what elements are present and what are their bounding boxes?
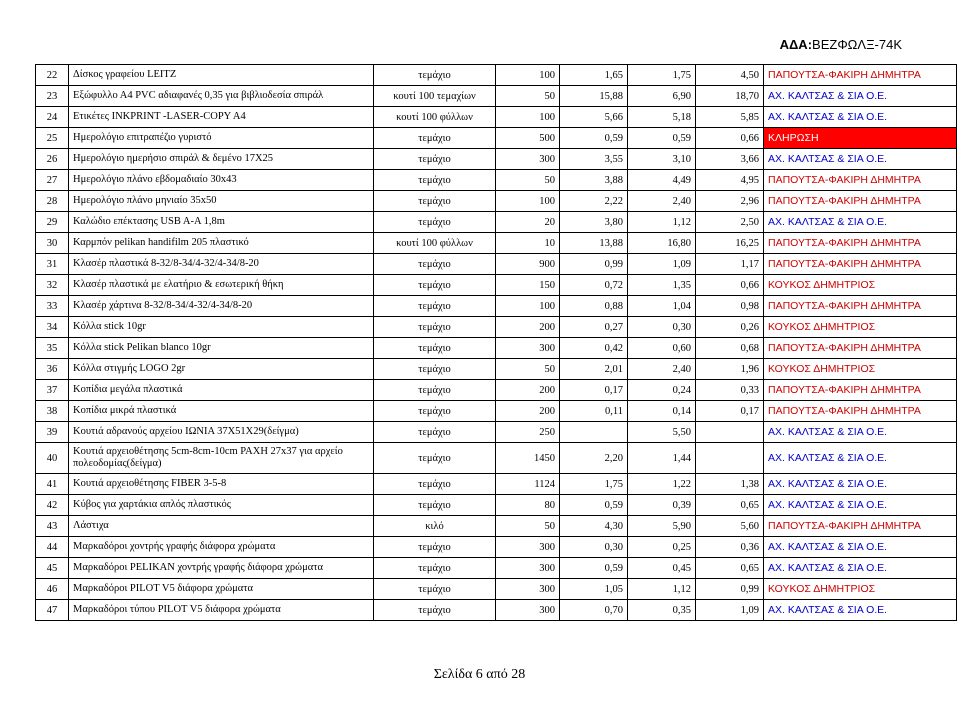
item-price-2: 0,30 [628,317,696,338]
item-supplier: ΠΑΠΟΥΤΣΑ-ΦΑΚΙΡΗ ΔΗΜΗΤΡΑ [764,516,957,537]
item-price-3: 0,66 [696,275,764,296]
item-quantity: 10 [496,233,560,254]
item-supplier: ΑΧ. ΚΑΛΤΣΑΣ & ΣΙΑ Ο.Ε. [764,107,957,128]
item-quantity: 200 [496,317,560,338]
item-price-2: 1,12 [628,212,696,233]
item-price-3: 5,60 [696,516,764,537]
item-price-3: 0,98 [696,296,764,317]
item-number: 23 [36,86,69,107]
item-price-3: 0,33 [696,380,764,401]
item-price-1: 0,59 [560,495,628,516]
item-price-1: 2,20 [560,443,628,474]
item-quantity: 300 [496,338,560,359]
item-quantity: 1450 [496,443,560,474]
item-price-2: 0,39 [628,495,696,516]
item-price-3: 18,70 [696,86,764,107]
item-quantity: 20 [496,212,560,233]
item-quantity: 300 [496,579,560,600]
item-price-3: 2,50 [696,212,764,233]
item-unit: τεμάχιο [374,380,496,401]
item-price-1: 0,27 [560,317,628,338]
item-price-3: 1,17 [696,254,764,275]
item-price-2: 1,09 [628,254,696,275]
item-price-3 [696,443,764,474]
item-description: Καρμπόν pelikan handifilm 205 πλαστικό [69,233,374,254]
item-price-1: 13,88 [560,233,628,254]
item-description: Κόλλα στιγμής LOGO 2gr [69,359,374,380]
table-row [36,212,957,233]
table-row [36,86,957,107]
item-unit: κουτί 100 τεμαχίων [374,86,496,107]
ada-prefix: ΑΔΑ: [779,37,813,52]
item-price-3: 1,38 [696,474,764,495]
item-price-1: 1,65 [560,65,628,86]
table-row [36,233,957,254]
item-number: 40 [36,443,69,474]
item-quantity: 200 [496,401,560,422]
item-supplier: ΠΑΠΟΥΤΣΑ-ΦΑΚΙΡΗ ΔΗΜΗΤΡΑ [764,254,957,275]
item-price-2: 1,22 [628,474,696,495]
item-supplier: ΠΑΠΟΥΤΣΑ-ΦΑΚΙΡΗ ΔΗΜΗΤΡΑ [764,380,957,401]
item-number: 33 [36,296,69,317]
item-price-3: 4,50 [696,65,764,86]
table-row [36,380,957,401]
item-supplier: ΑΧ. ΚΑΛΤΣΑΣ & ΣΙΑ Ο.Ε. [764,212,957,233]
item-price-3: 1,96 [696,359,764,380]
item-description: Κλασέρ πλαστικά 8-32/8-34/4-32/4-34/8-20 [69,254,374,275]
table-row [36,128,957,149]
item-supplier: ΑΧ. ΚΑΛΤΣΑΣ & ΣΙΑ Ο.Ε. [764,443,957,474]
items-table [35,64,957,621]
item-description: Κόλλα stick 10gr [69,317,374,338]
item-price-3: 5,85 [696,107,764,128]
item-price-3: 2,96 [696,191,764,212]
item-supplier: ΑΧ. ΚΑΛΤΣΑΣ & ΣΙΑ Ο.Ε. [764,600,957,621]
item-number: 25 [36,128,69,149]
item-description: Κλασέρ πλαστικά με ελατήριο & εσωτερική θήκη [69,275,374,296]
item-price-2: 2,40 [628,359,696,380]
item-description: Ημερολόγιο πλάνο εβδομαδιαίο 30x43 [69,170,374,191]
item-number: 35 [36,338,69,359]
item-number: 46 [36,579,69,600]
item-description: Κύβος για χαρτάκια απλός πλαστικός [69,495,374,516]
item-price-1: 0,59 [560,558,628,579]
item-number: 43 [36,516,69,537]
item-price-3: 0,66 [696,128,764,149]
item-quantity: 200 [496,380,560,401]
table-row [36,275,957,296]
item-price-1: 2,01 [560,359,628,380]
item-description: Κοπίδια μικρά πλαστικά [69,401,374,422]
item-unit: τεμάχιο [374,212,496,233]
item-quantity: 100 [496,296,560,317]
table-row [36,516,957,537]
item-description: Κοπίδια μεγάλα πλαστικά [69,380,374,401]
item-price-2: 1,35 [628,275,696,296]
item-price-1: 0,17 [560,380,628,401]
item-price-3 [696,422,764,443]
item-supplier: ΑΧ. ΚΑΛΤΣΑΣ & ΣΙΑ Ο.Ε. [764,537,957,558]
table-row [36,107,957,128]
item-price-3: 1,09 [696,600,764,621]
item-unit: τεμάχιο [374,579,496,600]
item-description: Κουτιά αδρανούς αρχείου ΙΩΝΙΑ 37Χ51Χ29(δείγμα) [69,422,374,443]
item-price-3: 0,65 [696,495,764,516]
table-row [36,296,957,317]
item-unit: τεμάχιο [374,170,496,191]
item-price-2: 1,12 [628,579,696,600]
item-unit: τεμάχιο [374,474,496,495]
ada-header [780,37,902,52]
item-description: Κουτιά αρχειοθέτησης 5cm-8cm-10cm ΡΑΧΗ 27x37 για αρχείο πολεοδομίας(δείγμα) [69,443,374,474]
item-price-1: 0,11 [560,401,628,422]
item-price-1: 4,30 [560,516,628,537]
item-description: Μαρκαδόροι PELIKAN χοντρής γραφής διάφορα χρώματα [69,558,374,579]
item-description: Ημερολόγιο πλάνο μηνιαίο 35x50 [69,191,374,212]
item-unit: τεμάχιο [374,275,496,296]
item-price-3: 0,99 [696,579,764,600]
item-quantity: 300 [496,600,560,621]
item-unit: τεμάχιο [374,317,496,338]
item-description: Εξώφυλλο Α4 PVC αδιαφανές 0,35 για βιβλιοδεσία σπιράλ [69,86,374,107]
item-unit: τεμάχιο [374,422,496,443]
item-supplier: ΑΧ. ΚΑΛΤΣΑΣ & ΣΙΑ Ο.Ε. [764,86,957,107]
item-supplier: ΠΑΠΟΥΤΣΑ-ΦΑΚΙΡΗ ΔΗΜΗΤΡΑ [764,338,957,359]
table-row [36,338,957,359]
item-description: Κόλλα stick Pelikan blanco 10gr [69,338,374,359]
item-unit: κουτί 100 φύλλων [374,233,496,254]
item-quantity: 250 [496,422,560,443]
item-description: Ημερολόγιο επιτραπέζιο γυριστό [69,128,374,149]
item-supplier: ΚΟΥΚΟΣ ΔΗΜΗΤΡΙΟΣ [764,579,957,600]
item-supplier: ΚΟΥΚΟΣ ΔΗΜΗΤΡΙΟΣ [764,275,957,296]
item-unit: τεμάχιο [374,128,496,149]
item-description: Δίσκος γραφείου LEITZ [69,65,374,86]
table-row [36,65,957,86]
item-quantity: 80 [496,495,560,516]
item-supplier: ΑΧ. ΚΑΛΤΣΑΣ & ΣΙΑ Ο.Ε. [764,495,957,516]
item-description: Καλώδιο επέκτασης USB A-A 1,8m [69,212,374,233]
item-price-1: 15,88 [560,86,628,107]
item-price-1: 0,42 [560,338,628,359]
item-description: Μαρκαδόροι τύπου PILOT V5 διάφορα χρώματα [69,600,374,621]
table-row [36,170,957,191]
item-price-1: 0,70 [560,600,628,621]
item-description: Ημερολόγιο ημερήσιο σπιράλ & δεμένο 17Χ25 [69,149,374,170]
table-row [36,474,957,495]
item-number: 42 [36,495,69,516]
item-quantity: 300 [496,149,560,170]
item-number: 22 [36,65,69,86]
item-supplier: ΠΑΠΟΥΤΣΑ-ΦΑΚΙΡΗ ΔΗΜΗΤΡΑ [764,296,957,317]
item-unit: τεμάχιο [374,296,496,317]
item-number: 29 [36,212,69,233]
item-quantity: 50 [496,359,560,380]
item-number: 36 [36,359,69,380]
ada-code: ΒΕΖΦΩΛΞ-74Κ [812,37,902,52]
item-price-3: 0,26 [696,317,764,338]
item-unit: τεμάχιο [374,600,496,621]
item-quantity: 1124 [496,474,560,495]
item-price-1: 1,75 [560,474,628,495]
item-number: 47 [36,600,69,621]
item-price-1: 0,99 [560,254,628,275]
item-unit: τεμάχιο [374,149,496,170]
item-number: 27 [36,170,69,191]
table-row [36,600,957,621]
table-row [36,537,957,558]
item-number: 41 [36,474,69,495]
table-row [36,558,957,579]
item-price-1: 5,66 [560,107,628,128]
item-price-3: 4,95 [696,170,764,191]
item-quantity: 50 [496,516,560,537]
item-number: 44 [36,537,69,558]
item-price-2: 0,25 [628,537,696,558]
item-price-2: 2,40 [628,191,696,212]
item-quantity: 300 [496,537,560,558]
item-price-1: 3,80 [560,212,628,233]
item-unit: τεμάχιο [374,191,496,212]
item-price-3: 0,68 [696,338,764,359]
item-unit: τεμάχιο [374,537,496,558]
item-unit: τεμάχιο [374,359,496,380]
item-description: Μαρκαδόροι PILOT V5 διάφορα χρώματα [69,579,374,600]
item-quantity: 900 [496,254,560,275]
item-price-2: 0,59 [628,128,696,149]
item-description: Κουτιά αρχειοθέτησης FIBER 3-5-8 [69,474,374,495]
item-price-2: 5,18 [628,107,696,128]
item-price-2: 6,90 [628,86,696,107]
table-row [36,149,957,170]
item-number: 32 [36,275,69,296]
item-unit: κουτί 100 φύλλων [374,107,496,128]
item-price-1: 1,05 [560,579,628,600]
item-supplier: ΚΛΗΡΩΣΗ [764,128,957,149]
item-unit: τεμάχιο [374,401,496,422]
item-number: 24 [36,107,69,128]
item-price-1 [560,422,628,443]
item-price-1: 0,59 [560,128,628,149]
item-description: Μαρκαδόροι χοντρής γραφής διάφορα χρώματα [69,537,374,558]
item-price-3: 16,25 [696,233,764,254]
item-price-2: 4,49 [628,170,696,191]
item-price-2: 3,10 [628,149,696,170]
item-quantity: 50 [496,86,560,107]
item-price-3: 3,66 [696,149,764,170]
item-supplier: ΠΑΠΟΥΤΣΑ-ΦΑΚΙΡΗ ΔΗΜΗΤΡΑ [764,401,957,422]
item-supplier: ΠΑΠΟΥΤΣΑ-ΦΑΚΙΡΗ ΔΗΜΗΤΡΑ [764,65,957,86]
item-price-1: 3,88 [560,170,628,191]
item-price-2: 5,90 [628,516,696,537]
item-unit: τεμάχιο [374,558,496,579]
item-quantity: 300 [496,558,560,579]
item-description: Ετικέτες INKPRINT -LASER-COPY A4 [69,107,374,128]
item-price-2: 0,24 [628,380,696,401]
item-unit: τεμάχιο [374,443,496,474]
item-price-1: 0,88 [560,296,628,317]
item-unit: τεμάχιο [374,254,496,275]
item-price-2: 1,75 [628,65,696,86]
table-row [36,317,957,338]
item-quantity: 150 [496,275,560,296]
table-row [36,254,957,275]
item-price-2: 0,45 [628,558,696,579]
item-description: Κλασέρ χάρτινα 8-32/8-34/4-32/4-34/8-20 [69,296,374,317]
item-unit: κιλό [374,516,496,537]
item-supplier: ΑΧ. ΚΑΛΤΣΑΣ & ΣΙΑ Ο.Ε. [764,558,957,579]
table-row [36,422,957,443]
item-supplier: ΠΑΠΟΥΤΣΑ-ΦΑΚΙΡΗ ΔΗΜΗΤΡΑ [764,191,957,212]
table-row [36,579,957,600]
item-quantity: 100 [496,65,560,86]
item-quantity: 50 [496,170,560,191]
item-supplier: ΑΧ. ΚΑΛΤΣΑΣ & ΣΙΑ Ο.Ε. [764,149,957,170]
item-number: 37 [36,380,69,401]
item-quantity: 100 [496,191,560,212]
table-row [36,443,957,474]
item-price-1: 0,30 [560,537,628,558]
item-description: Λάστιχα [69,516,374,537]
item-quantity: 500 [496,128,560,149]
item-price-1: 2,22 [560,191,628,212]
item-quantity: 100 [496,107,560,128]
item-supplier: ΚΟΥΚΟΣ ΔΗΜΗΤΡΙΟΣ [764,317,957,338]
item-price-2: 0,60 [628,338,696,359]
item-unit: τεμάχιο [374,495,496,516]
item-number: 26 [36,149,69,170]
item-price-2: 16,80 [628,233,696,254]
item-price-2: 1,44 [628,443,696,474]
item-number: 28 [36,191,69,212]
item-number: 39 [36,422,69,443]
table-row [36,401,957,422]
item-unit: τεμάχιο [374,338,496,359]
item-supplier: ΠΑΠΟΥΤΣΑ-ΦΑΚΙΡΗ ΔΗΜΗΤΡΑ [764,233,957,254]
item-number: 45 [36,558,69,579]
item-supplier: ΠΑΠΟΥΤΣΑ-ΦΑΚΙΡΗ ΔΗΜΗΤΡΑ [764,170,957,191]
item-price-3: 0,17 [696,401,764,422]
item-supplier: ΑΧ. ΚΑΛΤΣΑΣ & ΣΙΑ Ο.Ε. [764,422,957,443]
item-price-1: 3,55 [560,149,628,170]
item-price-3: 0,65 [696,558,764,579]
item-number: 34 [36,317,69,338]
item-price-2: 0,14 [628,401,696,422]
item-supplier: ΚΟΥΚΟΣ ΔΗΜΗΤΡΙΟΣ [764,359,957,380]
page-number: Σελίδα 6 από 28 [433,667,526,682]
item-price-2: 0,35 [628,600,696,621]
items-table-body [36,65,957,621]
table-row [36,495,957,516]
item-unit: τεμάχιο [374,65,496,86]
item-price-3: 0,36 [696,537,764,558]
item-price-2: 5,50 [628,422,696,443]
item-supplier: ΑΧ. ΚΑΛΤΣΑΣ & ΣΙΑ Ο.Ε. [764,474,957,495]
item-number: 38 [36,401,69,422]
table-row [36,359,957,380]
item-number: 31 [36,254,69,275]
item-number: 30 [36,233,69,254]
item-price-2: 1,04 [628,296,696,317]
table-row [36,191,957,212]
item-price-1: 0,72 [560,275,628,296]
